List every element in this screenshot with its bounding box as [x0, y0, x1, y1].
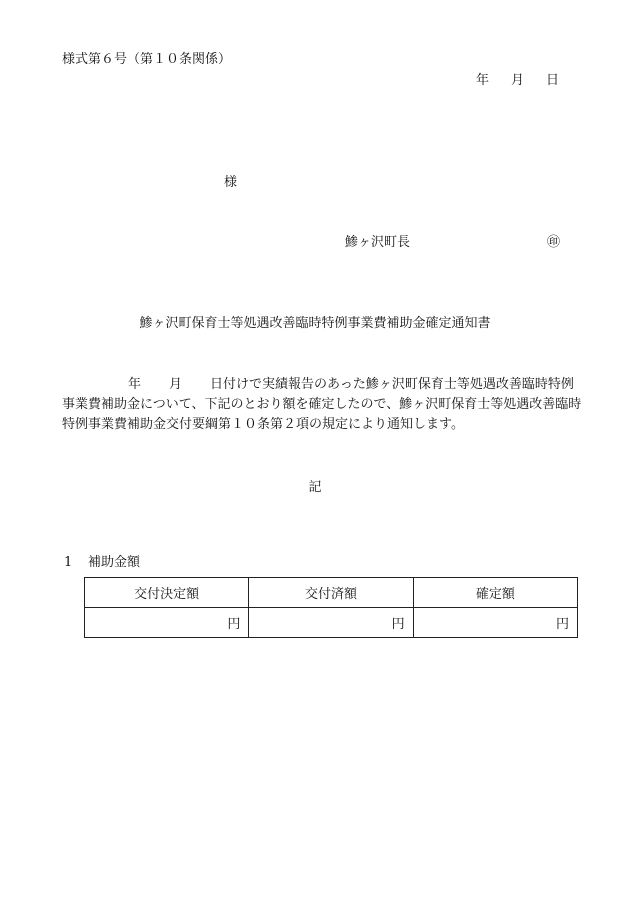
- header-paid-amount: 交付済額: [249, 578, 413, 608]
- cell-paid-amount[interactable]: 円: [249, 608, 413, 638]
- amount-table: [84, 577, 578, 638]
- seal-mark: ㊞: [547, 235, 561, 250]
- cell-decided-amount[interactable]: 円: [85, 608, 249, 638]
- body-month: 月: [169, 377, 183, 392]
- addressee-suffix: 様: [224, 175, 238, 190]
- body-text: 日付けで実績報告のあった鯵ヶ沢町保育士等処遇改善臨時特例事業費補助金について、下記のとおり額を確定したので、鯵ヶ沢町保育士等処遇改善臨時特例事業費補助金交付要綱第１０条第２項の規定により通知します。: [62, 377, 582, 432]
- document-title: 鯵ヶ沢町保育士等処遇改善臨時特例事業費補助金確定通知書: [139, 316, 491, 331]
- table-row: [85, 608, 578, 638]
- cell-confirmed-amount[interactable]: 円: [413, 608, 577, 638]
- body-year: 年: [128, 377, 142, 392]
- header-decided-amount: 交付決定額: [85, 578, 249, 608]
- date-month: 月: [511, 73, 525, 88]
- section-1-heading: [64, 555, 140, 571]
- table-header-row: [85, 578, 578, 608]
- body-paragraph: [62, 375, 582, 435]
- header-confirmed-amount: 確定額: [413, 578, 577, 608]
- section-label: 補助金額: [88, 555, 141, 570]
- ki-heading: 記: [308, 480, 322, 495]
- form-number: 様式第６号（第１０条関係）: [62, 52, 232, 67]
- sender-title: 鯵ヶ沢町長: [345, 235, 411, 250]
- date-line: [476, 73, 559, 89]
- section-number: 1: [64, 555, 73, 570]
- date-day: 日: [546, 73, 560, 88]
- date-year: 年: [476, 73, 490, 88]
